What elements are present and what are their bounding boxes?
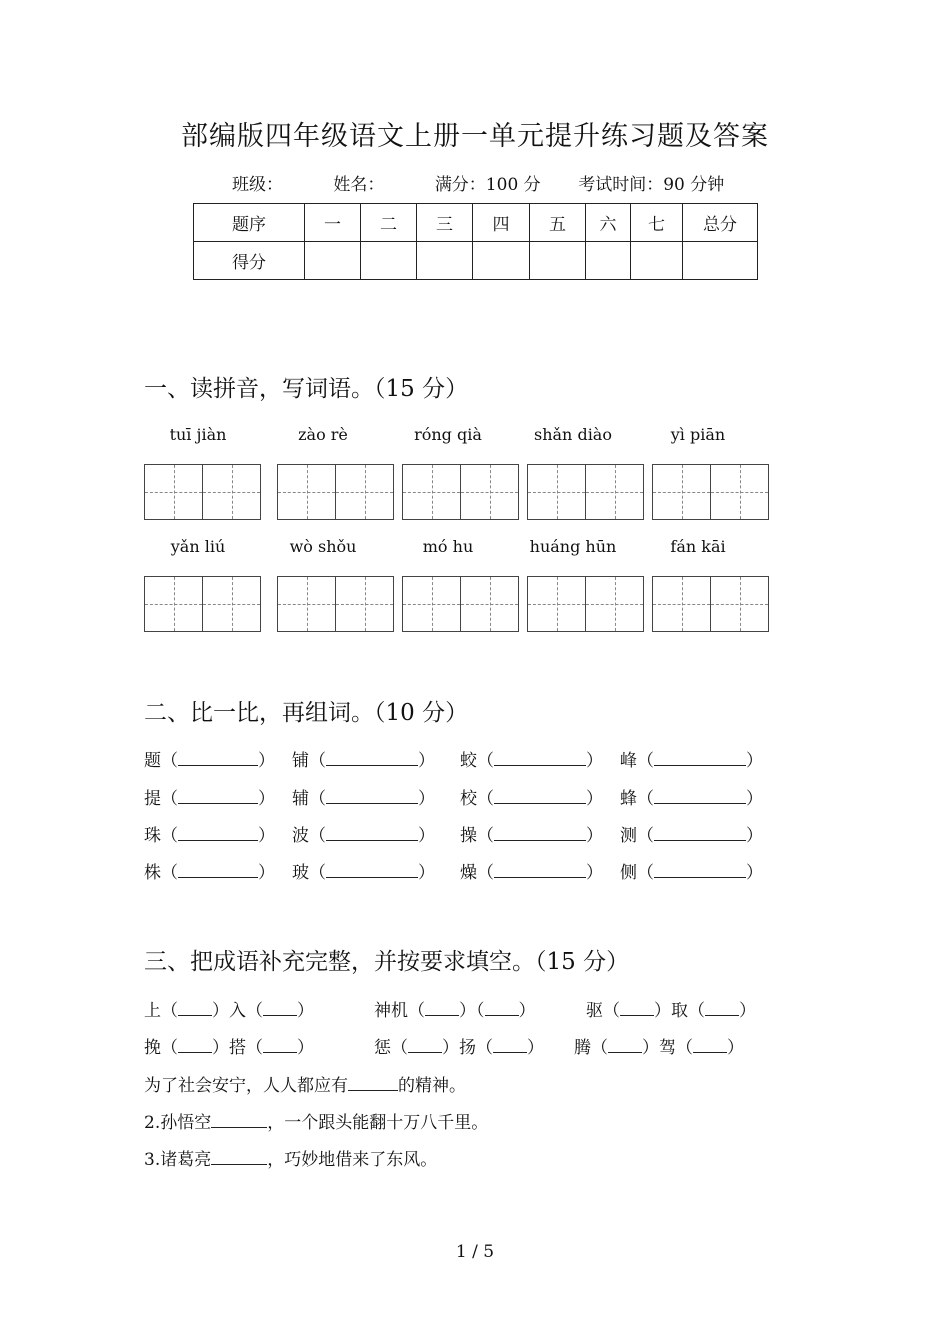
page-number: 1 / 5	[455, 1242, 495, 1262]
compare-char: 株	[144, 863, 161, 883]
question-text: ，一个跟头能翻十万八千里。	[267, 1113, 489, 1133]
class-label: 班级：	[232, 175, 283, 195]
fill-question-3	[144, 1145, 437, 1170]
compare-char: 校	[460, 789, 477, 809]
pinyin-label: wò shǒu	[289, 537, 357, 556]
answer-blank[interactable]	[178, 1038, 212, 1053]
answer-blank[interactable]	[408, 1038, 442, 1053]
compare-char: 铺	[292, 751, 309, 771]
compare-char: 题	[144, 751, 161, 771]
answer-blank[interactable]	[263, 1038, 297, 1053]
answer-blank[interactable]	[705, 1001, 739, 1016]
score-cell[interactable]	[530, 242, 586, 280]
question-text: 的精神。	[398, 1076, 466, 1096]
writing-grid[interactable]	[144, 576, 261, 632]
compare-char: 珠	[144, 826, 161, 846]
page-title: 部编版四年级语文上册一单元提升练习题及答案	[181, 121, 769, 152]
answer-blank[interactable]	[211, 1150, 267, 1165]
score-header-cell: 七	[631, 204, 683, 242]
answer-blank[interactable]	[178, 1001, 212, 1016]
compare-char: 蜂	[620, 789, 637, 809]
score-cell[interactable]	[417, 242, 473, 280]
score-header-cell: 总分	[683, 204, 758, 242]
pinyin-label: yǎn liú	[170, 537, 226, 556]
score-header-cell: 题序	[194, 204, 305, 242]
compare-char: 波	[292, 826, 309, 846]
answer-blank[interactable]	[654, 751, 746, 766]
pinyin-label: shǎn diào	[534, 425, 612, 444]
answer-blank[interactable]	[326, 826, 418, 841]
score-cell[interactable]	[305, 242, 361, 280]
idiom-char: 扬	[459, 1038, 476, 1058]
compare-char: 侧	[620, 863, 637, 883]
score-header-cell: 一	[305, 204, 361, 242]
answer-blank[interactable]	[485, 1001, 519, 1016]
answer-blank[interactable]	[326, 789, 418, 804]
answer-blank[interactable]	[263, 1001, 297, 1016]
compare-char: 玻	[292, 863, 309, 883]
idiom-char: 取	[671, 1001, 688, 1021]
writing-grid[interactable]	[402, 576, 519, 632]
pinyin-label: zào rè	[298, 425, 348, 444]
question-text: 为了社会安宁，人人都应有	[144, 1076, 348, 1096]
section3-heading: 三、把成语补充完整，并按要求填空。（15 分）	[144, 949, 630, 975]
idiom-char: 上	[144, 1001, 161, 1021]
score-cell[interactable]	[473, 242, 530, 280]
answer-blank[interactable]	[211, 1113, 267, 1128]
answer-blank[interactable]	[326, 751, 418, 766]
score-header-cell: 五	[530, 204, 586, 242]
answer-blank[interactable]	[425, 1001, 459, 1016]
answer-blank[interactable]	[494, 751, 586, 766]
idiom-char: 挽	[144, 1038, 161, 1058]
idiom-char: 搭	[229, 1038, 246, 1058]
answer-blank[interactable]	[494, 826, 586, 841]
pinyin-label: yì piān	[670, 425, 726, 444]
answer-blank[interactable]	[326, 863, 418, 878]
score-header-cell: 二	[361, 204, 417, 242]
answer-blank[interactable]	[494, 863, 586, 878]
score-cell[interactable]	[586, 242, 631, 280]
score-cell[interactable]	[361, 242, 417, 280]
exam-time: 考试时间：90 分钟	[578, 175, 725, 195]
answer-blank[interactable]	[348, 1076, 398, 1091]
answer-blank[interactable]	[654, 789, 746, 804]
score-table	[193, 203, 758, 280]
answer-blank[interactable]	[654, 863, 746, 878]
writing-grid[interactable]	[527, 464, 644, 520]
compare-char: 提	[144, 789, 161, 809]
pinyin-label: fán kāi	[670, 537, 726, 556]
idiom-char: 神机	[374, 1001, 408, 1021]
compare-char: 燥	[460, 863, 477, 883]
full-score: 满分：100 分	[434, 175, 541, 195]
answer-blank[interactable]	[178, 789, 258, 804]
score-header-cell: 六	[586, 204, 631, 242]
answer-blank[interactable]	[693, 1038, 727, 1053]
compare-char: 辅	[292, 789, 309, 809]
compare-char: 测	[620, 826, 637, 846]
pinyin-label: róng qià	[414, 425, 482, 444]
idiom-char: 入	[229, 1001, 246, 1021]
answer-blank[interactable]	[178, 826, 258, 841]
fill-question-1	[144, 1071, 466, 1096]
fill-question-2	[144, 1108, 488, 1133]
idiom-char: 惩	[374, 1038, 391, 1058]
score-cell[interactable]	[683, 242, 758, 280]
question-text: 2.孙悟空	[144, 1113, 212, 1133]
compare-char: 操	[460, 826, 477, 846]
score-table-score-row	[194, 242, 758, 280]
score-row-label: 得分	[194, 242, 305, 280]
score-header-cell: 四	[473, 204, 530, 242]
exam-info	[232, 170, 724, 195]
answer-blank[interactable]	[494, 789, 586, 804]
question-text: ，巧妙地借来了东风。	[267, 1150, 438, 1170]
writing-grid[interactable]	[144, 464, 261, 520]
writing-grid[interactable]	[277, 464, 394, 520]
answer-blank[interactable]	[493, 1038, 527, 1053]
answer-blank[interactable]	[178, 751, 258, 766]
section2-heading: 二、比一比，再组词。（10 分）	[144, 700, 469, 726]
score-table-header-row	[194, 204, 758, 242]
answer-blank[interactable]	[608, 1038, 642, 1053]
compare-char: 蛟	[460, 751, 477, 771]
writing-grid[interactable]	[652, 464, 769, 520]
score-header-cell: 三	[417, 204, 473, 242]
question-text: 3.诸葛亮	[144, 1150, 212, 1170]
name-label: 姓名：	[333, 175, 385, 195]
pinyin-label: huáng hūn	[529, 537, 617, 556]
writing-grid[interactable]	[402, 464, 519, 520]
pinyin-label: mó hu	[422, 537, 474, 556]
idiom-char: 驾	[659, 1038, 676, 1058]
writing-grid[interactable]	[527, 576, 644, 632]
answer-blank[interactable]	[178, 863, 258, 878]
score-cell[interactable]	[631, 242, 683, 280]
answer-blank[interactable]	[654, 826, 746, 841]
writing-grid[interactable]	[652, 576, 769, 632]
writing-grid[interactable]	[277, 576, 394, 632]
pinyin-label: tuī jiàn	[169, 425, 227, 444]
idiom-char: 驱	[586, 1001, 603, 1021]
idiom-char: 腾	[574, 1038, 591, 1058]
answer-blank[interactable]	[620, 1001, 654, 1016]
compare-char: 峰	[620, 751, 637, 771]
section1-heading: 一、读拼音，写词语。（15 分）	[144, 376, 469, 402]
